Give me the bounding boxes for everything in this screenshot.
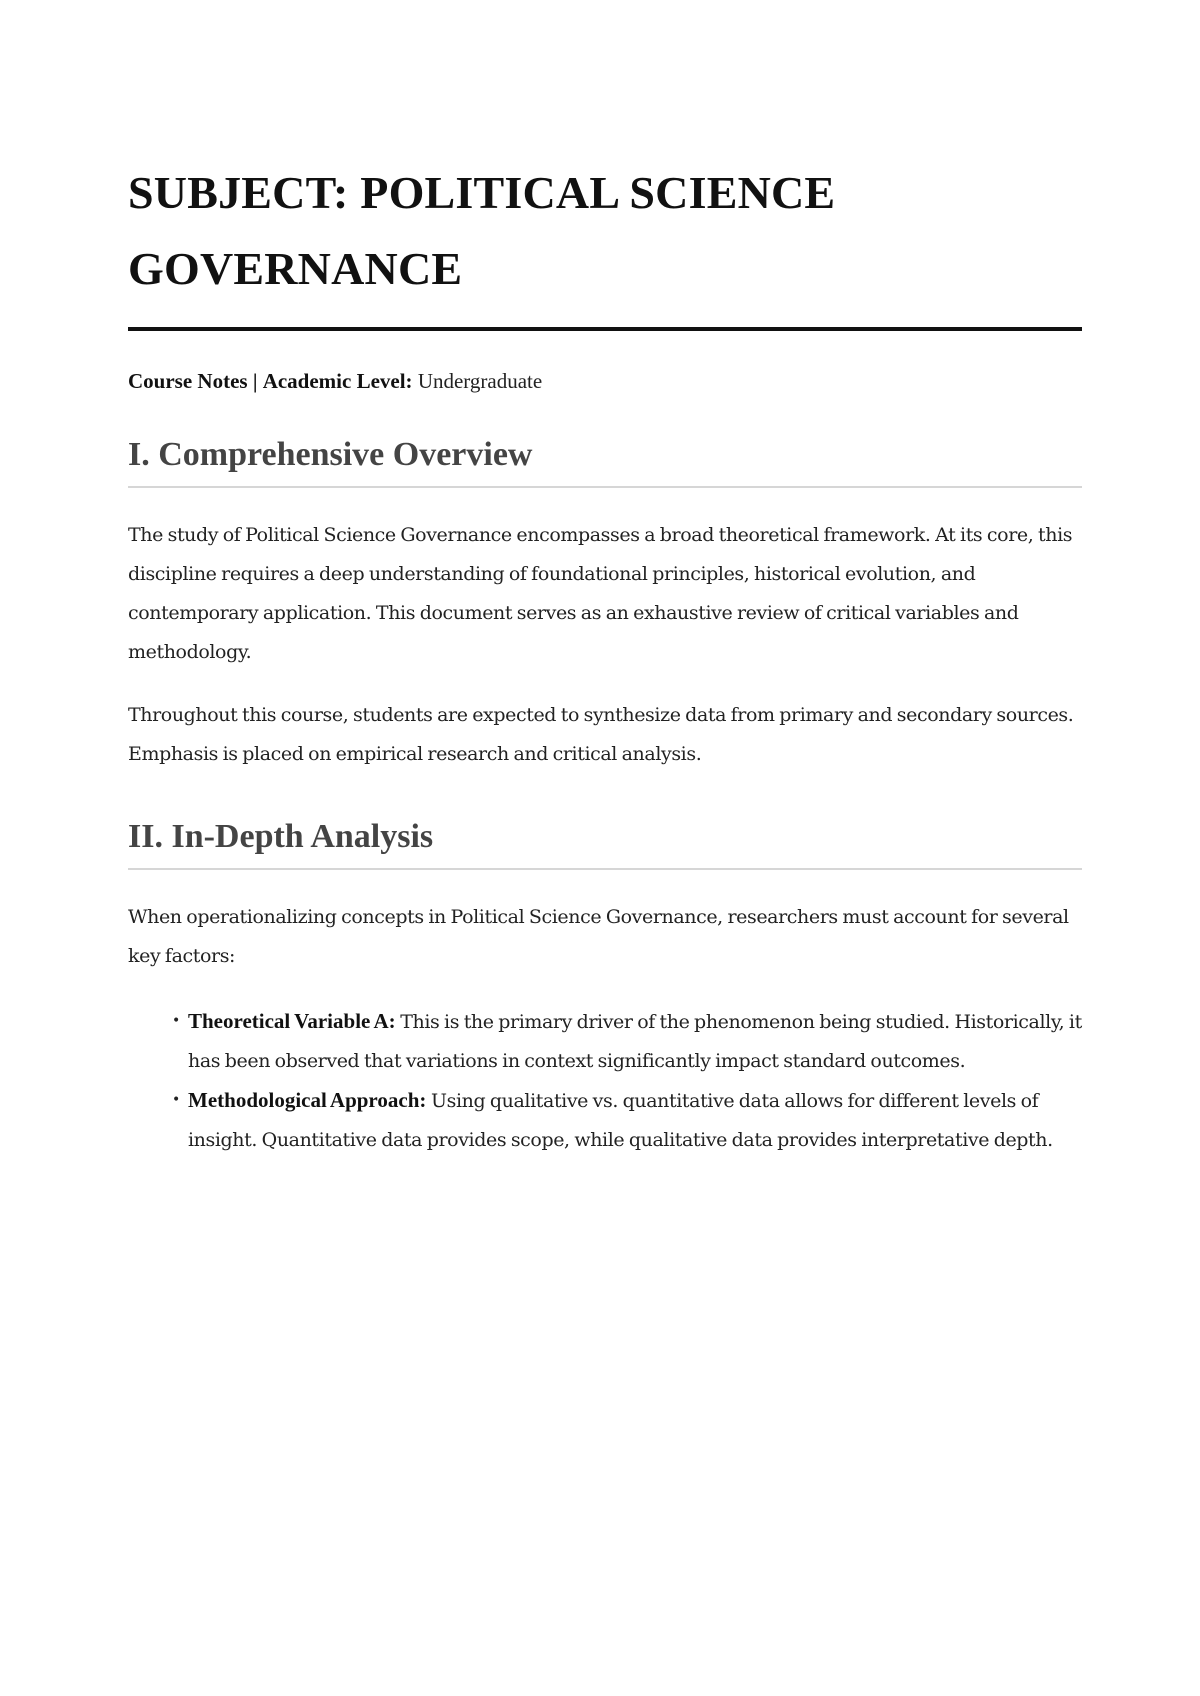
course-label: Course Notes: [128, 369, 248, 393]
paragraph: Throughout this course, students are expected to synthesize data from primary and secondary sources. Emphasis is placed on empirical research and critical analysis.: [128, 704, 1074, 765]
title-line-2: GOVERNANCE: [128, 243, 463, 294]
bullet-icon: •: [172, 1013, 180, 1029]
item-term: Methodological Approach:: [188, 1088, 427, 1112]
course-meta: [128, 369, 1082, 394]
title-line-1: SUBJECT: POLITICAL SCIENCE: [128, 167, 836, 218]
item-text: This is the primary driver of the phenomenon being studied. Historically, it has been observed that variations in context significantly impact standard outcomes.: [188, 1011, 1082, 1072]
level-value: Undergraduate: [417, 369, 543, 393]
level-label: Academic Level:: [262, 369, 413, 393]
meta-separator: |: [252, 369, 258, 393]
section-heading: II. In-Depth Analysis: [128, 818, 434, 855]
title-divider: [128, 327, 1082, 331]
bullet-icon: •: [172, 1092, 180, 1108]
factor-list: [128, 1002, 1082, 1160]
section-divider: [128, 868, 1082, 870]
document-page: [128, 155, 1082, 1160]
section-overview: [128, 432, 1082, 774]
item-term: Theoretical Variable A:: [188, 1009, 396, 1033]
paragraph: The study of Political Science Governance encompasses a broad theoretical framework. At its core, this discipline requires a deep understanding of foundational principles, historical evolution, and contemporary application. This document serves as an exhaustive review of critical variables and methodology.: [128, 524, 1073, 663]
item-text: Using qualitative vs. quantitative data allows for different levels of insight. Quantitative data provides scope, while qualitative data provides interpretative depth.: [188, 1090, 1053, 1151]
list-item: [172, 1002, 1082, 1081]
section-analysis: [128, 814, 1082, 1160]
section-divider: [128, 486, 1082, 488]
section-heading: I. Comprehensive Overview: [128, 436, 533, 473]
document-title: [128, 155, 1082, 307]
paragraph: When operationalizing concepts in Political Science Governance, researchers must account for several key factors:: [128, 906, 1069, 967]
list-item: [172, 1081, 1082, 1160]
